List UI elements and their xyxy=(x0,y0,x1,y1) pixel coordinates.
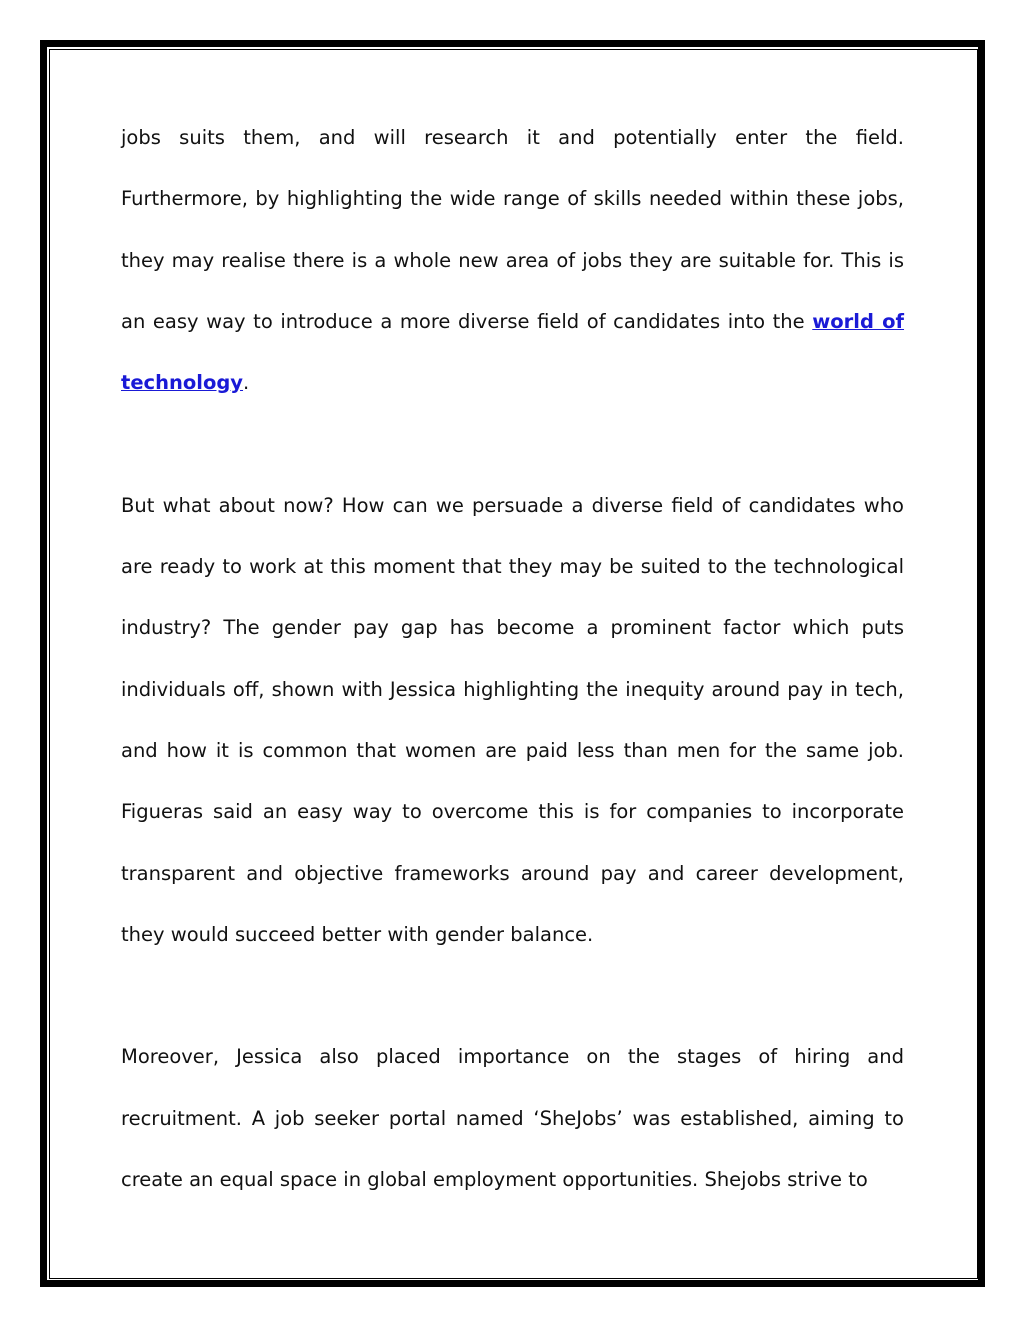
document-body xyxy=(121,107,904,1210)
paragraph-2: But what about now? How can we persuade a diverse field of candidates who are ready to work at this moment that they may be suited to the technological industry? The gender pay gap has become a prominent factor which puts individuals off, shown with Jessica highlighting the inequity around pay in tech, and how it is common that women are paid less than men for the same job. Figueras said an easy way to overcome this is for companies to incorporate transparent and objective frameworks around pay and career development, they would succeed better with gender balance. xyxy=(121,493,904,946)
paragraph-1 xyxy=(121,107,904,413)
paragraph-1-tail: . xyxy=(243,371,250,395)
world-of-technology-link[interactable]: world of technology xyxy=(121,309,905,395)
paragraph-3: Moreover, Jessica also placed importance on the stages of hiring and recruitment. A job seeker portal named ‘SheJobs’ was established, aiming to create an equal space in global employment opportunities. Shejobs strive to xyxy=(121,1045,904,1192)
paragraph-1-text: jobs suits them, and will research it and potentially enter the field. Furthermore, by highlighting the wide range of skills needed within these jobs, they may realise there is a whole new area of jobs they are suitable for. This is an easy way to introduce a more diverse field of candidates into the xyxy=(121,126,904,333)
